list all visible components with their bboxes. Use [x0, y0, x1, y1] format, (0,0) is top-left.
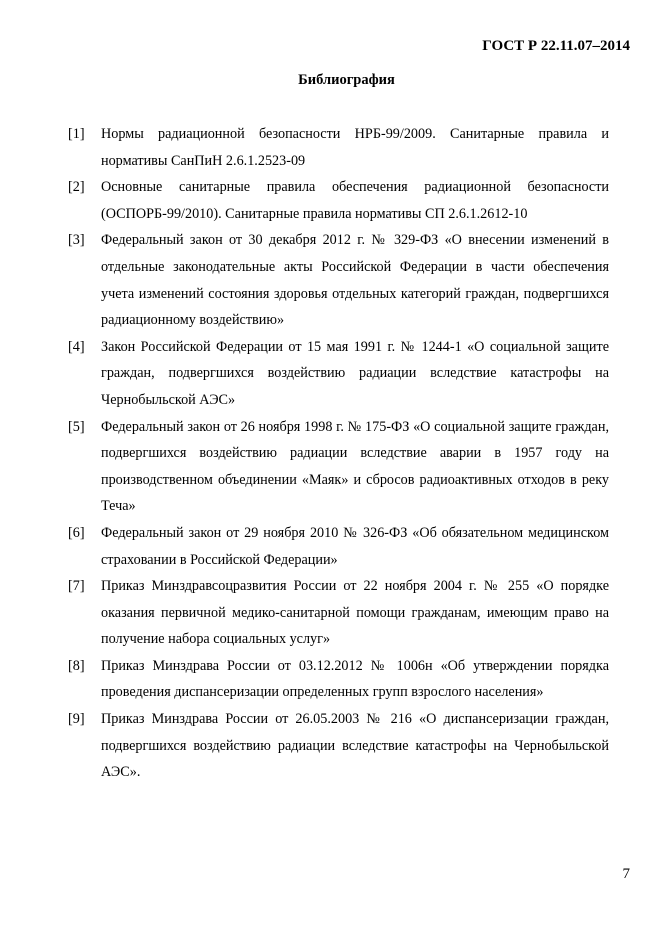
bibliography-item-number: [2] — [68, 179, 85, 196]
bibliography-item-number: [7] — [68, 578, 85, 595]
bibliography-item-text: Приказ Минздравсоцразвития России от 22 ноября 2004 г. № 255 «О порядке оказания первичной медико-санитарной помощи гражданам, имеющим право на получение набора социальных услуг» — [101, 578, 609, 648]
bibliography-item-text: Приказ Минздрава России от 26.05.2003 № 216 «О диспансеризации граждан, подвергшихся воздействию радиации вследствие катастрофы на Чернобыльской АЭС». — [101, 711, 609, 781]
bibliography-item — [68, 227, 609, 333]
document-code: ГОСТ Р 22.11.07–2014 — [482, 38, 630, 54]
bibliography-item-number: [4] — [68, 338, 85, 355]
bibliography-item-number: [5] — [68, 418, 85, 435]
bibliography-item-number: [9] — [68, 711, 85, 728]
bibliography-item — [68, 121, 609, 174]
page-number: 7 — [622, 866, 630, 882]
bibliography-item-text: Федеральный закон от 30 декабря 2012 г. № 329-ФЗ «О внесении изменений в отдельные законодательные акты Российской Федерации в части обеспечения учета изменений состояния здоровья отдельных категорий граждан, подвергшихся радиационному воздействию» — [101, 232, 609, 329]
bibliography-item — [68, 706, 609, 786]
bibliography-item — [68, 334, 609, 414]
bibliography-item-number: [8] — [68, 657, 85, 674]
section-title: Библиография — [298, 72, 395, 88]
bibliography-item-text: Федеральный закон от 29 ноября 2010 № 326-ФЗ «Об обязательном медицинском страховании в Российской Федерации» — [101, 524, 609, 568]
bibliography-item — [68, 414, 609, 520]
bibliography-item — [68, 520, 609, 573]
bibliography-item-text: Приказ Минздрава России от 03.12.2012 № 1006н «Об утверждении порядка проведения диспансеризации определенных групп взрослого населения» — [101, 657, 609, 701]
bibliography-item-text: Нормы радиационной безопасности НРБ-99/2009. Санитарные правила и нормативы СанПиН 2.6.1.2523-09 — [101, 126, 609, 169]
bibliography-item-number: [6] — [68, 524, 85, 541]
bibliography-item-number: [1] — [68, 126, 85, 142]
bibliography-item-text: Закон Российской Федерации от 15 мая 1991 г. № 1244-1 «О социальной защите граждан, подвергшихся воздействию радиации вследствие катастрофы на Чернобыльской АЭС» — [101, 338, 609, 408]
bibliography-list — [68, 121, 609, 786]
bibliography-item — [68, 653, 609, 706]
bibliography-item-number: [3] — [68, 232, 85, 249]
bibliography-item — [68, 573, 609, 653]
bibliography-item-text: Основные санитарные правила обеспечения радиационной безопасности (ОСПОРБ-99/2010). Санитарные правила нормативы СП 2.6.1.2612-10 — [101, 179, 609, 222]
bibliography-item — [68, 174, 609, 227]
bibliography-item-text: Федеральный закон от 26 ноября 1998 г. № 175-ФЗ «О социальной защите граждан, подвергшихся воздействию радиации вследствие аварии в 1957 году на производственном объединении «Маяк» и сбросов радиоактивных отходов в реку Теча» — [101, 418, 609, 515]
